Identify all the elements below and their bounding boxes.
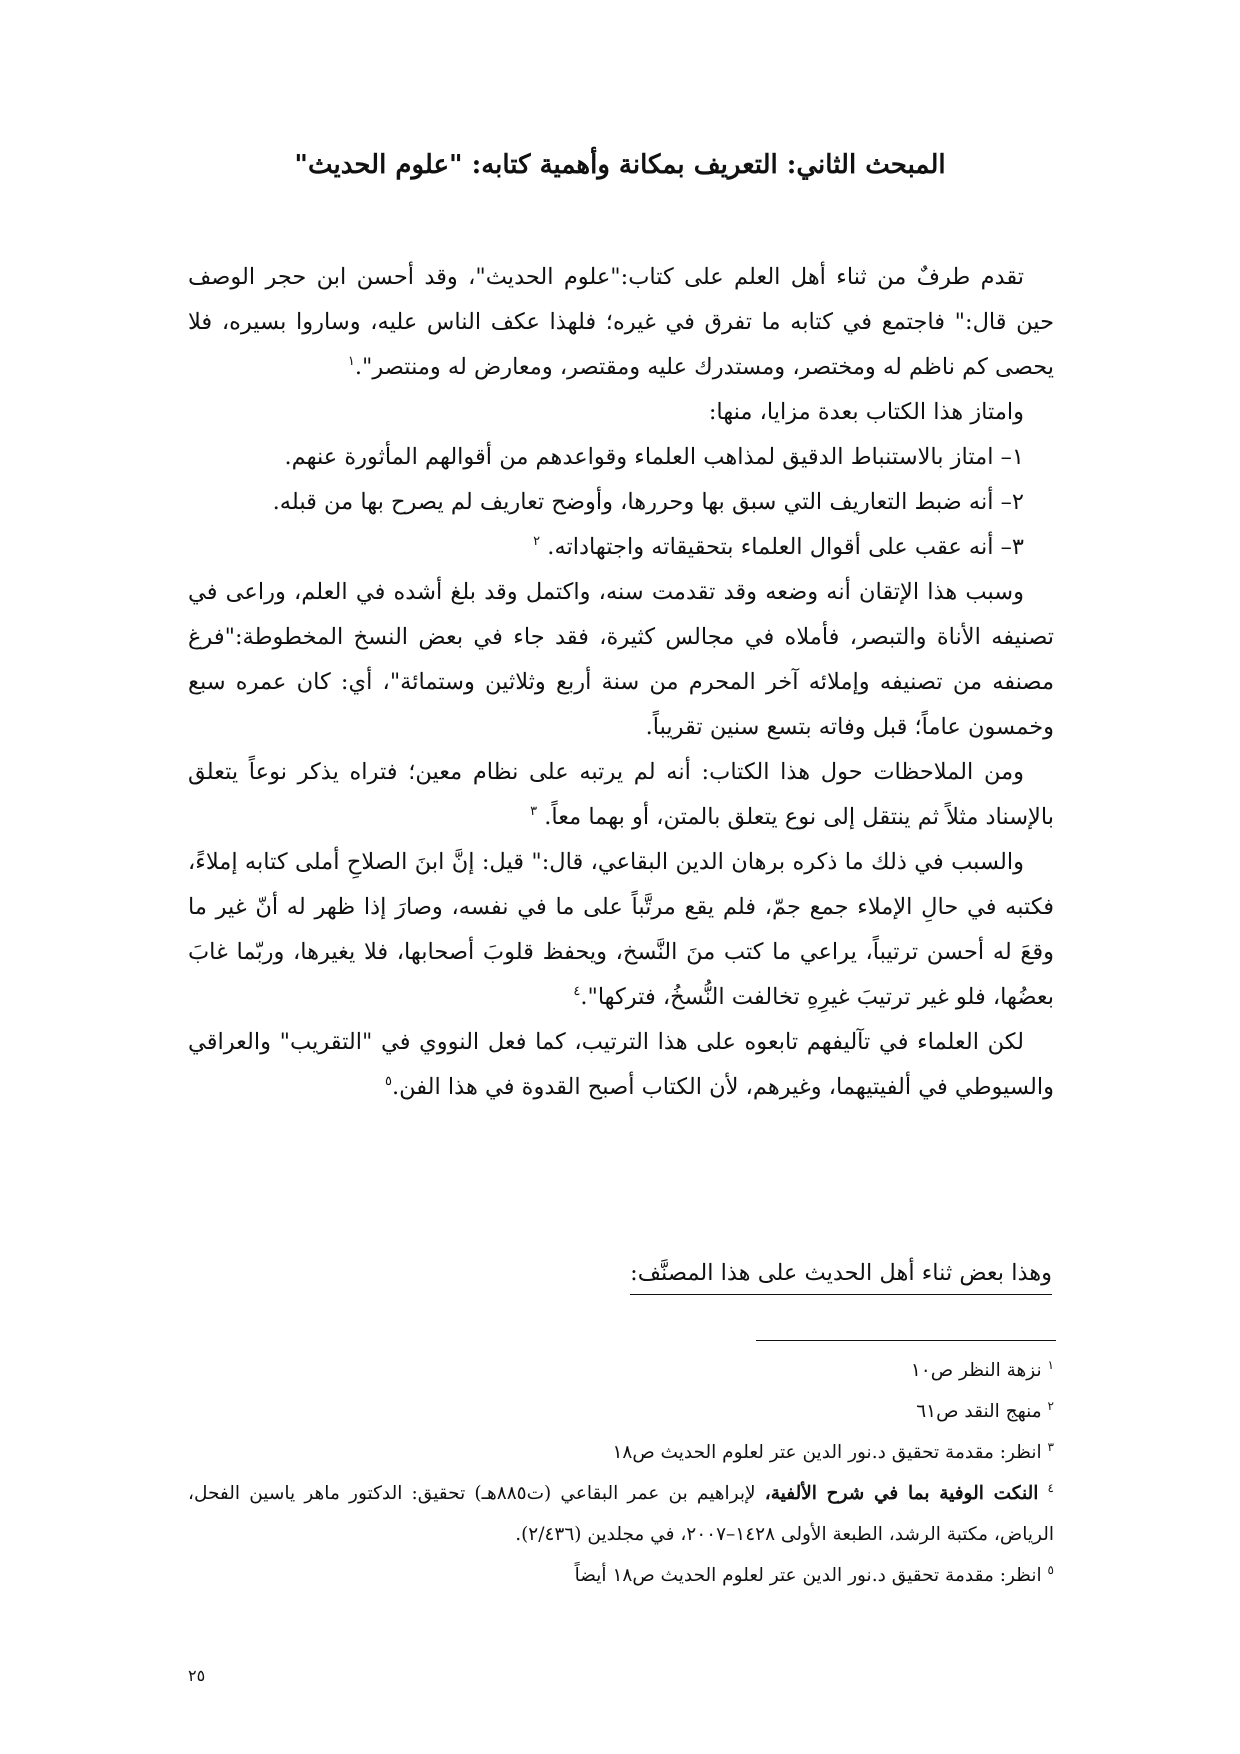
footnote: $^٥$ انظر: مقدمة تحقيق د.نور الدين عتر لعلوم الحديث ص١٨ أيضاً — [574, 1563, 1054, 1586]
footnote-number: ٢ — [1047, 1399, 1054, 1413]
paragraph: وامتاز هذا الكتاب بعدة مزايا، منها: — [708, 399, 1024, 425]
list-item: ١– امتاز بالاستنباط الدقيق لمذاهب العلماء وقواعدهم من أقوالهم المأثورة عنهم. — [284, 444, 1024, 470]
book-title: النكت الوفية بما في شرح الألفية، — [764, 1483, 1039, 1504]
footnote-number: ١ — [1047, 1358, 1054, 1372]
footnote-number: ٥ — [1047, 1563, 1054, 1577]
list-item: ٣– أنه عقب على أقوال العلماء بتحقيقاته واجتهاداته. $^٢$ — [533, 534, 1024, 560]
footnote-marker: ٣ — [530, 804, 538, 819]
paragraph: والسبب في ذلك ما ذكره برهان الدين البقاعي، قال:" قيل: إنَّ ابنَ الصلاحِ أملى كتابه إملاءً، فكتبه في حالِ الإملاء جمع جمّ، فلم يقع مرتَّباً على ما في نفسه، وصارَ إذا ظهر له أنّ غير ما وقعَ له أحسن ترتيباً، يراعي ما كتب منَ النَّسخ، ويحفظ قلوبَ أصحابها، فلا يغيرها، وربّما غابَ بعضُها، فلو غير ترتيبَ غيرِهِ تخالفت النُّسخُ، فتركها".$^٤$ — [188, 849, 1054, 1010]
footnote-marker: ٤ — [573, 984, 581, 999]
section-title: المبحث الثاني: التعريف بمكانة وأهمية كتابه: "علوم الحديث" — [294, 150, 946, 180]
page-number: ٢٥ — [188, 1666, 206, 1685]
footnote: $^١$ نزهة النظر ص١٠ — [910, 1358, 1054, 1381]
footnote-marker: ٥ — [385, 1074, 393, 1089]
paragraph: وسبب هذا الإتقان أنه وضعه وقد تقدمت سنه، واكتمل وقد بلغ أشده في العلم، وراعى في تصنيفه الأناة والتبصر، فأملاه في مجالس كثيرة، فقد جاء في بعض النسخ المخطوطة:"فرغ مصنفه من تصنيفه وإملائه آخر المحرم من سنة أربع وثلاثين وستمائة"، أي: كان عمره سبع وخمسون عاماً؛ قبل وفاته بتسع سنين تقريباً. — [188, 579, 1054, 740]
footnotes — [188, 1350, 1054, 1596]
paragraph: ومن الملاحظات حول هذا الكتاب: أنه لم يرتبه على نظام معين؛ فتراه يذكر نوعاً يتعلق بالإسناد مثلاً ثم ينتقل إلى نوع يتعلق بالمتن، أو بهما معاً. $^٣$ — [188, 759, 1054, 830]
list-item: ٢– أنه ضبط التعاريف التي سبق بها وحررها، وأوضح تعاريف لم يصرح بها من قبله. — [272, 489, 1024, 515]
paragraph: لكن العلماء في تآليفهم تابعوه على هذا الترتيب، كما فعل النووي في "التقريب" والعراقي والسيوطي في ألفيتيهما، وغيرهم، لأن الكتاب أصبح القدوة في هذا الفن.$^٥$ — [188, 1029, 1054, 1100]
footnote: $^٣$ انظر: مقدمة تحقيق د.نور الدين عتر لعلوم الحديث ص١٨ — [612, 1440, 1054, 1463]
footnote: $^٤$ النكت الوفية بما في شرح الألفية، لإبراهيم بن عمر البقاعي (ت٨٨٥هـ) تحقيق: الدكتور ماهر ياسين الفحل، الرياض، مكتبة الرشد، الطبعة الأولى ١٤٢٨–٢٠٠٧، في مجلدين (٢/٤٣٦). — [188, 1481, 1054, 1545]
footnote-number: ٣ — [1047, 1440, 1054, 1454]
praise-heading: وهذا بعض ثناء أهل الحديث على هذا المصنَّف: — [630, 1258, 1052, 1295]
paragraph: تقدم طرفٌ من ثناء أهل العلم على كتاب:"علوم الحديث"، وقد أحسن ابن حجر الوصف حين قال:" فاجتمع في كتابه ما تفرق في غيره؛ فلهذا عكف الناس عليه، وساروا بسيره، فلا يحصى كم ناظم له ومختصر، ومستدرك عليه ومقتصر، ومعارض له ومنتصر".$^١$ — [188, 264, 1054, 380]
footnote-marker: ١ — [347, 354, 355, 369]
body-text — [188, 255, 1054, 1110]
footnote-separator — [756, 1340, 1056, 1341]
footnote-marker: ٢ — [533, 534, 541, 549]
footnote-number: ٤ — [1047, 1481, 1054, 1495]
footnote: $^٢$ منهج النقد ص٦١ — [916, 1399, 1054, 1422]
